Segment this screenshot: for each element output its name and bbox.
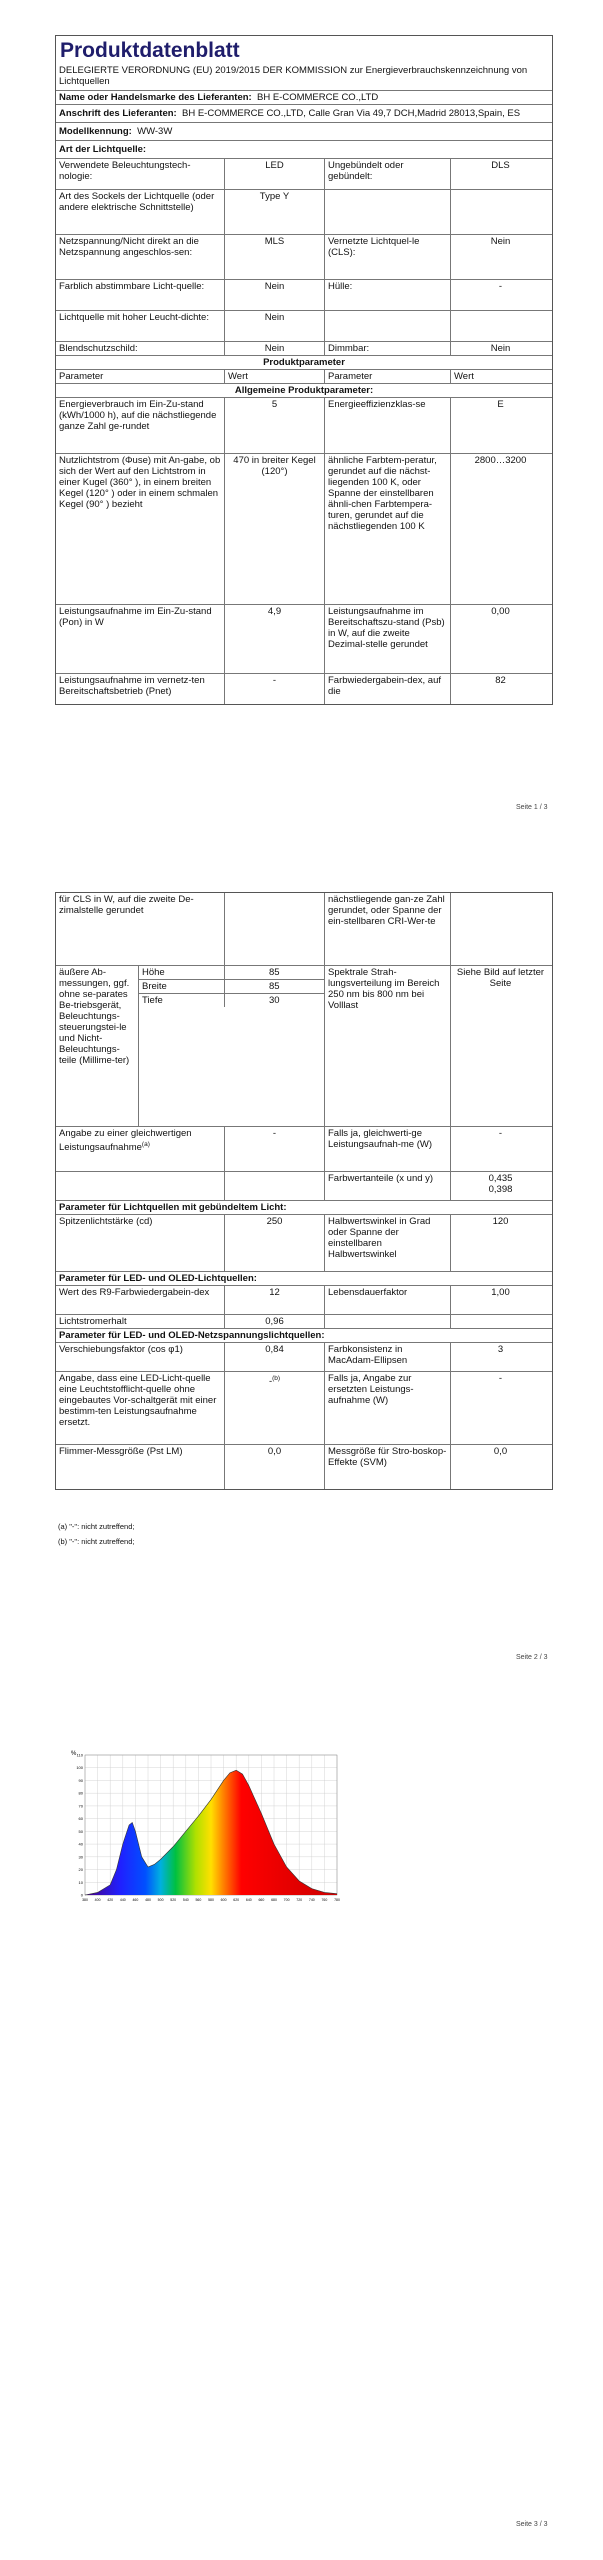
cell-tunable-label: Farblich abstimmbare Licht-quelle: xyxy=(59,281,205,292)
cell-directional-label: Ungebündelt oder gebündelt: xyxy=(324,159,450,189)
cell-cri-value: 82 xyxy=(450,674,550,704)
cell-net-standby-cont: für CLS in W, auf die zweite De-zimalstelle gerundet xyxy=(59,894,194,916)
chromaticity-y: 0,398 xyxy=(488,1184,513,1195)
cell-r9-label: Wert des R9-Farbwiedergabein-dex xyxy=(59,1287,210,1298)
cell-cls-value: Nein xyxy=(450,235,550,279)
cell-peak-intensity-value: 250 xyxy=(224,1215,324,1271)
x-tick-label: 380 xyxy=(82,1898,88,1902)
x-tick-label: 560 xyxy=(195,1898,202,1902)
cell-efficiency-class-value: E xyxy=(450,398,550,453)
col-parameter: Parameter xyxy=(59,371,104,382)
cell-spectral-value: Siehe Bild auf letzter Seite xyxy=(450,966,550,1126)
product-params-header: Produktparameter xyxy=(263,357,345,368)
cell-flux-label: Nutzlichtstrom (Φuse) mit An-gabe, ob sich der Wert auf den Lichtstrom in einer Kugel (360° ), in einem breiten Kegel (120° ) oder in einem schmalen Kegel (90° ) bezieht xyxy=(59,455,221,510)
cell-mains-label: Netzspannung/Nicht direkt an die Netzspannung angeschlos-sen: xyxy=(59,236,199,258)
cell-stroboscopic-value: 0,0 xyxy=(450,1445,550,1489)
cell-socket-value: Type Y xyxy=(224,190,324,234)
y-axis-ticks xyxy=(76,1753,83,1898)
cell-r9-value: 12 xyxy=(224,1286,324,1314)
cell-spectral-label: Spektrale Strah-lungsverteilung im Bereich 250 nm bis 800 nm bei Volllast xyxy=(324,966,450,1126)
cell-dimensions-label: äußere Ab-messungen, ggf. ohne se-parates Be-triebsgerät, Beleuchtungs-steuerungstei-le und Nicht-Beleuchtungs-teile (Millime-ter) xyxy=(59,967,130,1066)
cell-on-power-value: 4,9 xyxy=(224,605,324,673)
x-tick-label: 400 xyxy=(94,1898,101,1902)
page-number: Seite 3 / 3 xyxy=(516,2521,548,2528)
col-parameter: Parameter xyxy=(324,370,450,383)
cell-tunable-value: Nein xyxy=(224,280,324,310)
light-source-type-header: Art der Lichtquelle: xyxy=(59,144,147,155)
y-axis-unit: % xyxy=(71,1751,77,1757)
page-number: Seite 2 / 3 xyxy=(516,1654,548,1661)
x-axis-ticks xyxy=(82,1898,340,1902)
height-label: Höhe xyxy=(139,966,225,979)
y-tick-label: 80 xyxy=(78,1790,83,1796)
supplier-label: Name oder Handelsmarke des Lieferanten: xyxy=(59,92,252,103)
cell-equivalent-value: - xyxy=(224,1127,324,1171)
cell-dimmable-value: Nein xyxy=(450,342,550,355)
y-tick-label: 50 xyxy=(78,1828,83,1834)
cell-replaced-power-value: - xyxy=(450,1372,550,1444)
x-tick-label: 540 xyxy=(182,1898,189,1902)
x-tick-label: 780 xyxy=(334,1898,340,1902)
y-tick-label: 40 xyxy=(78,1841,83,1847)
col-value: Wert xyxy=(450,370,550,383)
y-tick-label: 60 xyxy=(78,1816,83,1822)
cell-technology-value: LED xyxy=(224,159,324,189)
cell-glare-value: Nein xyxy=(224,342,324,355)
cell-cri-label: Farbwiedergabein-dex, auf die xyxy=(324,674,450,704)
x-tick-label: 520 xyxy=(170,1898,177,1902)
cell-net-standby-value: - xyxy=(224,674,324,704)
cell-envelope-label: Hülle: xyxy=(324,280,450,310)
cell-beam-angle-value: 120 xyxy=(450,1215,550,1271)
cell-mains-value: MLS xyxy=(224,235,324,279)
x-tick-label: 640 xyxy=(245,1898,252,1902)
x-tick-label: 620 xyxy=(233,1898,240,1902)
footnote-marker: (b) xyxy=(272,1375,281,1382)
x-tick-label: 660 xyxy=(258,1898,265,1902)
cell-luminance-value: Nein xyxy=(224,311,324,341)
cell-net-standby-label: Leistungsaufnahme im vernetz-ten Bereitschaftsbetrieb (Pnet) xyxy=(59,675,205,697)
cell-directional-value: DLS xyxy=(450,159,550,189)
cell-flux-value: 470 in breiter Kegel (120°) xyxy=(224,454,324,604)
footnote-a: (a) "-": nicht zutreffend; xyxy=(58,1522,135,1531)
x-tick-label: 580 xyxy=(208,1898,214,1902)
y-tick-label: 10 xyxy=(78,1879,83,1885)
address-label: Anschrift des Lieferanten: xyxy=(59,108,177,119)
x-tick-label: 500 xyxy=(157,1898,164,1902)
cell-cls-label: Vernetzte Lichtquel-le (CLS): xyxy=(324,235,450,279)
depth-value: 30 xyxy=(268,995,280,1006)
model-value: WW-3W xyxy=(137,126,173,137)
cell-displacement-label: Verschiebungsfaktor (cos φ1) xyxy=(59,1344,183,1355)
address-value: BH E-COMMERCE CO.,LTD, Calle Gran Via 49,7 DCH,Madrid 28013,Spain, ES xyxy=(182,108,521,119)
y-tick-label: 100 xyxy=(76,1765,83,1771)
page-number: Seite 1 / 3 xyxy=(516,804,548,811)
directional-params-header: Parameter für Lichtquellen mit gebündeltem Licht: xyxy=(59,1202,287,1213)
y-tick-label: 90 xyxy=(78,1777,83,1783)
x-tick-label: 420 xyxy=(107,1898,114,1902)
col-value: Wert xyxy=(224,370,324,383)
cell-stroboscopic-label: Messgröße für Stro-boskop-Effekte (SVM) xyxy=(324,1445,450,1489)
chromaticity-x: 0,435 xyxy=(488,1173,513,1184)
cell-maintenance-label: Lichtstromerhalt xyxy=(59,1316,127,1327)
cell-technology-label: Verwendete Beleuchtungstech-nologie: xyxy=(59,160,191,182)
cell-equivalent-power-value: - xyxy=(450,1127,550,1171)
cell-survival-value: 1,00 xyxy=(450,1286,550,1314)
page-title: Produktdatenblatt xyxy=(60,39,240,62)
cell-envelope-value: - xyxy=(450,280,550,310)
cell-cct-label: ähnliche Farbtem-peratur, gerundet auf die nächst-liegenden 100 K, oder Spanne der einstellbaren ähnli-chen Farbtempera-turen, gerundet auf die nächstliegenden 100 K xyxy=(324,454,450,604)
led-params-header: Parameter für LED- und OLED-Lichtquellen: xyxy=(59,1273,257,1284)
x-tick-label: 740 xyxy=(308,1898,315,1902)
x-tick-label: 720 xyxy=(296,1898,303,1902)
cell-survival-label: Lebensdauerfaktor xyxy=(324,1286,450,1314)
x-tick-label: 700 xyxy=(283,1898,290,1902)
x-tick-label: 480 xyxy=(145,1898,151,1902)
y-tick-label: 0 xyxy=(80,1892,83,1898)
footnote-marker: (a) xyxy=(141,1141,150,1148)
regulation-text: DELEGIERTE VERORDNUNG (EU) 2019/2015 DER KOMMISSION zur Energieverbrauchskennzeichnung von Lichtquellen xyxy=(59,65,528,87)
cell-displacement-value: 0,84 xyxy=(224,1343,324,1371)
cell-replaced-power-label: Falls ja, Angabe zur ersetzten Leistungs-aufnahme (W) xyxy=(324,1372,450,1444)
replacement-value-text: - xyxy=(268,1376,273,1388)
y-tick-label: 110 xyxy=(76,1752,83,1758)
cell-dimmable-label: Dimmbar: xyxy=(324,342,450,355)
width-value: 85 xyxy=(268,981,280,992)
x-tick-label: 600 xyxy=(220,1898,227,1902)
cell-energy-label: Energieverbrauch im Ein-Zu-stand (kWh/1000 h), auf die nächstliegende ganze Zahl ge-rundet xyxy=(59,399,217,432)
y-tick-label: 20 xyxy=(78,1867,83,1873)
y-tick-label: 30 xyxy=(78,1854,83,1860)
depth-label: Tiefe xyxy=(139,994,225,1007)
cell-cri-cont: nächstliegende gan-ze Zahl gerundet, oder Spanne der ein-stellbaren CRI-Wer-te xyxy=(324,893,450,965)
cell-standby-label: Leistungsaufnahme im Bereitschaftszu-stand (Psb) in W, auf die zweite Dezimal-stelle gerundet xyxy=(324,605,450,673)
cell-cct-value: 2800…3200 xyxy=(450,454,550,604)
cell-maintenance-value: 0,96 xyxy=(224,1315,324,1328)
led-mains-params-header: Parameter für LED- und OLED-Netzspannungslichtquellen: xyxy=(59,1330,325,1341)
x-tick-label: 440 xyxy=(119,1898,126,1902)
x-tick-label: 760 xyxy=(321,1898,328,1902)
cell-flicker-label: Flimmer-Messgröße (Pst LM) xyxy=(59,1446,183,1457)
cell-flicker-value: 0,0 xyxy=(224,1445,324,1489)
general-params-header: Allgemeine Produktparameter: xyxy=(234,385,374,396)
model-label: Modellkennung: xyxy=(59,126,132,137)
cell-replacement-label: Angabe, dass eine LED-Licht-quelle eine Leuchtstofflicht-quelle ohne eingebautes Vor-schaltgerät mit einer bestimm-ten Leistungsaufnahme ersetzt. xyxy=(59,1373,217,1428)
cell-color-consistency-label: Farbkonsistenz in MacAdam-Ellipsen xyxy=(324,1343,450,1371)
cell-socket-label: Art des Sockels der Lichtquelle (oder andere elektrische Schnittstelle) xyxy=(59,191,215,213)
x-tick-label: 460 xyxy=(132,1898,139,1902)
cell-standby-value: 0,00 xyxy=(450,605,550,673)
cell-beam-angle-label: Halbwertswinkel in Grad oder Spanne der einstellbaren Halbwertswinkel xyxy=(324,1215,450,1271)
cell-peak-intensity-label: Spitzenlichtstärke (cd) xyxy=(59,1216,153,1227)
cell-energy-value: 5 xyxy=(224,398,324,453)
cell-equivalent-power-label: Falls ja, gleichwerti-ge Leistungsaufnah-me (W) xyxy=(324,1127,450,1171)
footnote-b: (b) "-": nicht zutreffend; xyxy=(58,1537,135,1546)
cell-efficiency-class-label: Energieeffizienzklas-se xyxy=(324,398,450,453)
cell-glare-label: Blendschutzschild: xyxy=(59,343,138,354)
width-label: Breite xyxy=(139,980,225,993)
spectrum-chart xyxy=(65,1747,345,1903)
cell-chromaticity-label: Farbwertanteile (x und y) xyxy=(324,1172,450,1200)
cell-color-consistency-value: 3 xyxy=(450,1343,550,1371)
height-value: 85 xyxy=(268,967,280,978)
x-tick-label: 680 xyxy=(271,1898,277,1902)
cell-luminance-label: Lichtquelle mit hoher Leucht-dichte: xyxy=(59,312,209,323)
supplier-value: BH E-COMMERCE CO.,LTD xyxy=(257,92,379,103)
cell-on-power-label: Leistungsaufnahme im Ein-Zu-stand (Pon) in W xyxy=(59,606,212,628)
equivalent-label-text: Angabe zu einer gleichwertigen Leistungsaufnahme xyxy=(59,1128,192,1154)
y-tick-label: 70 xyxy=(78,1803,83,1809)
